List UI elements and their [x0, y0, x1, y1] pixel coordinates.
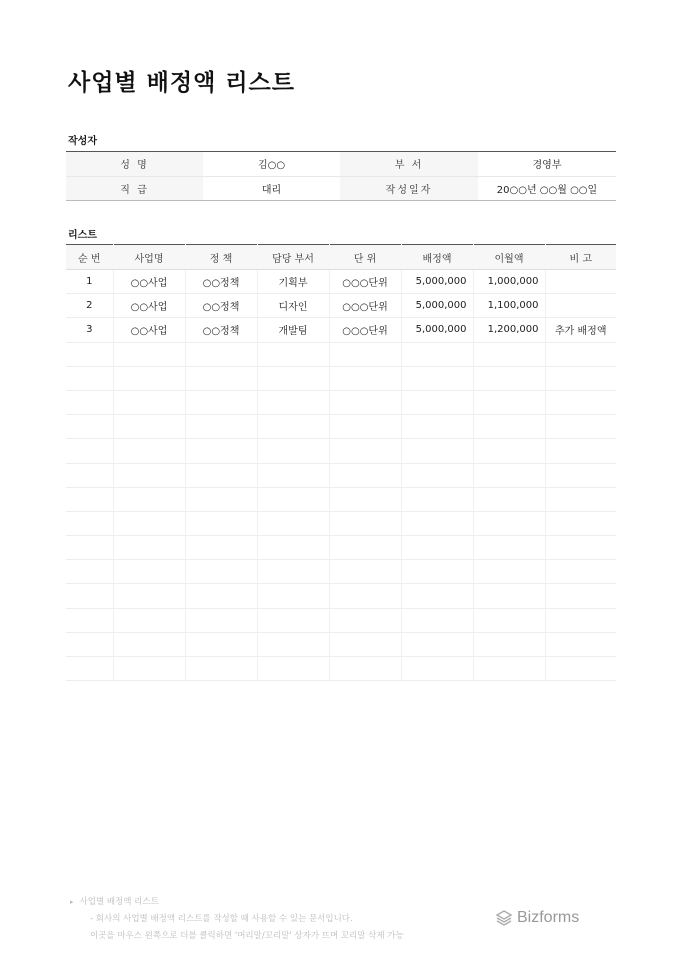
empty-table-cell[interactable] [185, 584, 257, 608]
column-header: 사업명 [113, 245, 185, 270]
empty-table-row [66, 463, 616, 487]
empty-table-cell[interactable] [66, 511, 113, 535]
column-header: 단 위 [329, 245, 401, 270]
empty-table-cell[interactable] [113, 608, 185, 632]
table-cell[interactable]: 추가 배정액 [545, 318, 616, 342]
empty-table-cell[interactable] [113, 342, 185, 366]
empty-table-cell[interactable] [545, 390, 616, 414]
empty-table-cell[interactable] [401, 608, 473, 632]
empty-table-cell[interactable] [185, 536, 257, 560]
empty-table-cell[interactable] [66, 536, 113, 560]
empty-table-cell[interactable] [113, 390, 185, 414]
author-field-value[interactable]: 대리 [203, 176, 340, 201]
empty-table-cell[interactable] [257, 366, 329, 390]
empty-table-cell[interactable] [401, 487, 473, 511]
empty-table-cell[interactable] [113, 439, 185, 463]
empty-table-cell[interactable] [257, 439, 329, 463]
empty-table-cell[interactable] [66, 390, 113, 414]
empty-table-row [66, 584, 616, 608]
table-cell[interactable]: ○○사업 [113, 318, 185, 342]
empty-table-cell[interactable] [329, 366, 401, 390]
column-header: 이월액 [473, 245, 545, 270]
list-header-row [66, 245, 616, 270]
empty-table-cell[interactable] [257, 632, 329, 656]
table-cell[interactable]: 2 [66, 294, 113, 318]
empty-table-cell[interactable] [329, 390, 401, 414]
footer-note[interactable] [70, 894, 404, 945]
empty-table-cell[interactable] [401, 463, 473, 487]
empty-table-cell[interactable] [113, 536, 185, 560]
table-cell[interactable]: 5,000,000 [401, 270, 473, 294]
empty-table-cell[interactable] [329, 536, 401, 560]
list-section-label: 리스트 [68, 230, 97, 241]
empty-table-cell[interactable] [329, 342, 401, 366]
empty-table-cell[interactable] [545, 342, 616, 366]
table-row [66, 318, 616, 342]
empty-table-cell[interactable] [66, 439, 113, 463]
empty-table-cell[interactable] [329, 560, 401, 584]
empty-table-cell[interactable] [329, 632, 401, 656]
empty-table-cell[interactable] [257, 463, 329, 487]
empty-table-cell[interactable] [66, 463, 113, 487]
column-header: 담당 부서 [257, 245, 329, 270]
stack-layers-icon [495, 909, 513, 927]
empty-table-cell[interactable] [545, 536, 616, 560]
empty-table-cell[interactable] [473, 390, 545, 414]
empty-table-row [66, 536, 616, 560]
empty-table-row [66, 632, 616, 656]
footer-line-1: ▸ 사업별 배정액 리스트 [70, 897, 159, 907]
empty-table-cell[interactable] [185, 560, 257, 584]
empty-table-row [66, 342, 616, 366]
bizforms-logo [495, 909, 579, 927]
empty-table-cell[interactable] [329, 487, 401, 511]
table-row [66, 294, 616, 318]
empty-table-row [66, 608, 616, 632]
empty-table-cell[interactable] [473, 608, 545, 632]
empty-table-cell[interactable] [329, 463, 401, 487]
table-cell[interactable]: 디자인 [257, 294, 329, 318]
empty-table-cell[interactable] [401, 560, 473, 584]
empty-table-cell[interactable] [545, 608, 616, 632]
triangle-bullet-icon: ▸ [70, 898, 74, 906]
empty-table-cell[interactable] [401, 390, 473, 414]
empty-table-cell[interactable] [113, 632, 185, 656]
empty-table-cell[interactable] [257, 342, 329, 366]
author-field-value[interactable]: 20○○년 ○○월 ○○일 [478, 176, 616, 201]
author-field-label: 성 명 [66, 152, 203, 177]
empty-table-cell[interactable] [401, 632, 473, 656]
empty-table-cell[interactable] [66, 487, 113, 511]
empty-table-cell[interactable] [473, 560, 545, 584]
empty-table-cell[interactable] [329, 511, 401, 535]
table-cell[interactable]: 3 [66, 318, 113, 342]
empty-table-cell[interactable] [473, 584, 545, 608]
empty-table-cell[interactable] [185, 390, 257, 414]
table-cell[interactable]: ○○○단위 [329, 294, 401, 318]
empty-table-cell[interactable] [257, 511, 329, 535]
author-row [66, 176, 616, 201]
empty-table-cell[interactable] [329, 439, 401, 463]
empty-table-cell[interactable] [66, 632, 113, 656]
empty-table-cell[interactable] [257, 487, 329, 511]
empty-table-cell[interactable] [473, 463, 545, 487]
logo-text: Bizforms [517, 909, 580, 926]
author-field-label: 부 서 [340, 152, 478, 177]
empty-table-cell[interactable] [185, 511, 257, 535]
empty-table-cell[interactable] [473, 366, 545, 390]
table-cell[interactable] [545, 294, 616, 318]
empty-table-row [66, 439, 616, 463]
table-cell[interactable]: ○○정책 [185, 270, 257, 294]
empty-table-cell[interactable] [257, 608, 329, 632]
empty-table-cell[interactable] [545, 439, 616, 463]
empty-table-cell[interactable] [185, 366, 257, 390]
empty-table-row [66, 415, 616, 439]
table-cell[interactable]: ○○사업 [113, 270, 185, 294]
empty-table-cell[interactable] [257, 657, 329, 681]
empty-table-cell[interactable] [473, 487, 545, 511]
empty-table-cell[interactable] [185, 415, 257, 439]
empty-table-cell[interactable] [401, 366, 473, 390]
empty-table-cell[interactable] [66, 657, 113, 681]
empty-table-row [66, 560, 616, 584]
empty-table-cell[interactable] [401, 657, 473, 681]
empty-table-cell[interactable] [113, 657, 185, 681]
empty-table-cell[interactable] [66, 560, 113, 584]
empty-table-cell[interactable] [473, 536, 545, 560]
empty-table-cell[interactable] [66, 584, 113, 608]
empty-table-cell[interactable] [185, 439, 257, 463]
empty-table-cell[interactable] [113, 511, 185, 535]
empty-table-cell[interactable] [257, 390, 329, 414]
empty-table-cell[interactable] [401, 415, 473, 439]
author-field-label: 직 급 [66, 176, 203, 201]
table-cell[interactable]: 개발팀 [257, 318, 329, 342]
empty-table-cell[interactable] [545, 584, 616, 608]
table-row [66, 270, 616, 294]
empty-table-cell[interactable] [66, 342, 113, 366]
empty-table-row [66, 657, 616, 681]
table-cell[interactable]: 1,100,000 [473, 294, 545, 318]
empty-table-cell[interactable] [473, 342, 545, 366]
empty-table-cell[interactable] [113, 415, 185, 439]
empty-table-cell[interactable] [473, 657, 545, 681]
empty-table-cell[interactable] [329, 608, 401, 632]
empty-table-cell[interactable] [545, 487, 616, 511]
table-cell[interactable]: 5,000,000 [401, 318, 473, 342]
empty-table-cell[interactable] [329, 584, 401, 608]
empty-table-cell[interactable] [473, 511, 545, 535]
empty-table-cell[interactable] [113, 560, 185, 584]
empty-table-cell[interactable] [545, 366, 616, 390]
empty-table-cell[interactable] [66, 366, 113, 390]
table-cell[interactable]: ○○○단위 [329, 270, 401, 294]
empty-table-cell[interactable] [473, 632, 545, 656]
empty-table-cell[interactable] [113, 487, 185, 511]
empty-table-cell[interactable] [185, 632, 257, 656]
empty-table-cell[interactable] [401, 439, 473, 463]
empty-table-cell[interactable] [185, 487, 257, 511]
empty-table-cell[interactable] [185, 463, 257, 487]
empty-table-cell[interactable] [401, 584, 473, 608]
footer-line-2: - 회사의 사업별 배정액 리스트를 작성할 때 사용할 수 있는 문서입니다. [90, 914, 353, 924]
empty-table-cell[interactable] [113, 463, 185, 487]
empty-table-cell[interactable] [66, 415, 113, 439]
list-table [66, 244, 616, 681]
table-cell[interactable]: 5,000,000 [401, 294, 473, 318]
author-field-label: 작성일자 [340, 176, 478, 201]
empty-table-cell[interactable] [401, 342, 473, 366]
empty-table-cell[interactable] [545, 657, 616, 681]
author-table [66, 151, 616, 201]
empty-table-cell[interactable] [113, 584, 185, 608]
empty-table-cell[interactable] [329, 415, 401, 439]
table-cell[interactable] [545, 270, 616, 294]
empty-table-cell[interactable] [329, 657, 401, 681]
empty-table-row [66, 390, 616, 414]
empty-table-cell[interactable] [257, 584, 329, 608]
page-title: 사업별 배정액 리스트 [68, 70, 295, 96]
empty-table-cell[interactable] [185, 657, 257, 681]
empty-table-cell[interactable] [545, 415, 616, 439]
column-header: 비 고 [545, 245, 616, 270]
author-row [66, 152, 616, 177]
author-field-value[interactable]: 김○○ [257, 160, 286, 172]
empty-table-row [66, 511, 616, 535]
footer-line-3: 이곳을 마우스 왼쪽으로 더블 클릭하면 '머리말/꼬리말' 상자가 뜨며 꼬리말 삭제 가능 [90, 931, 404, 941]
empty-table-cell[interactable] [473, 439, 545, 463]
column-header: 정 책 [185, 245, 257, 270]
empty-table-cell[interactable] [185, 342, 257, 366]
empty-table-cell[interactable] [545, 463, 616, 487]
table-cell[interactable]: 1,000,000 [473, 270, 545, 294]
empty-table-cell[interactable] [66, 608, 113, 632]
empty-table-cell[interactable] [473, 415, 545, 439]
author-section-label: 작성자 [68, 136, 97, 147]
empty-table-cell[interactable] [257, 560, 329, 584]
empty-table-cell[interactable] [545, 511, 616, 535]
table-cell[interactable]: ○○정책 [185, 294, 257, 318]
empty-table-cell[interactable] [401, 511, 473, 535]
author-field-value[interactable]: 경영부 [532, 160, 562, 172]
empty-table-cell[interactable] [113, 366, 185, 390]
table-cell[interactable]: ○○정책 [185, 318, 257, 342]
table-cell[interactable]: ○○○단위 [329, 318, 401, 342]
table-cell[interactable]: ○○사업 [113, 294, 185, 318]
column-header: 배정액 [401, 245, 473, 270]
table-cell[interactable]: 1 [66, 270, 113, 294]
empty-table-cell[interactable] [257, 415, 329, 439]
empty-table-cell[interactable] [257, 536, 329, 560]
empty-table-cell[interactable] [185, 608, 257, 632]
column-header: 순 번 [66, 245, 113, 270]
table-cell[interactable]: 기획부 [257, 270, 329, 294]
table-cell[interactable]: 1,200,000 [473, 318, 545, 342]
empty-table-cell[interactable] [545, 560, 616, 584]
empty-table-row [66, 487, 616, 511]
empty-table-row [66, 366, 616, 390]
empty-table-cell[interactable] [401, 536, 473, 560]
empty-table-cell[interactable] [545, 632, 616, 656]
